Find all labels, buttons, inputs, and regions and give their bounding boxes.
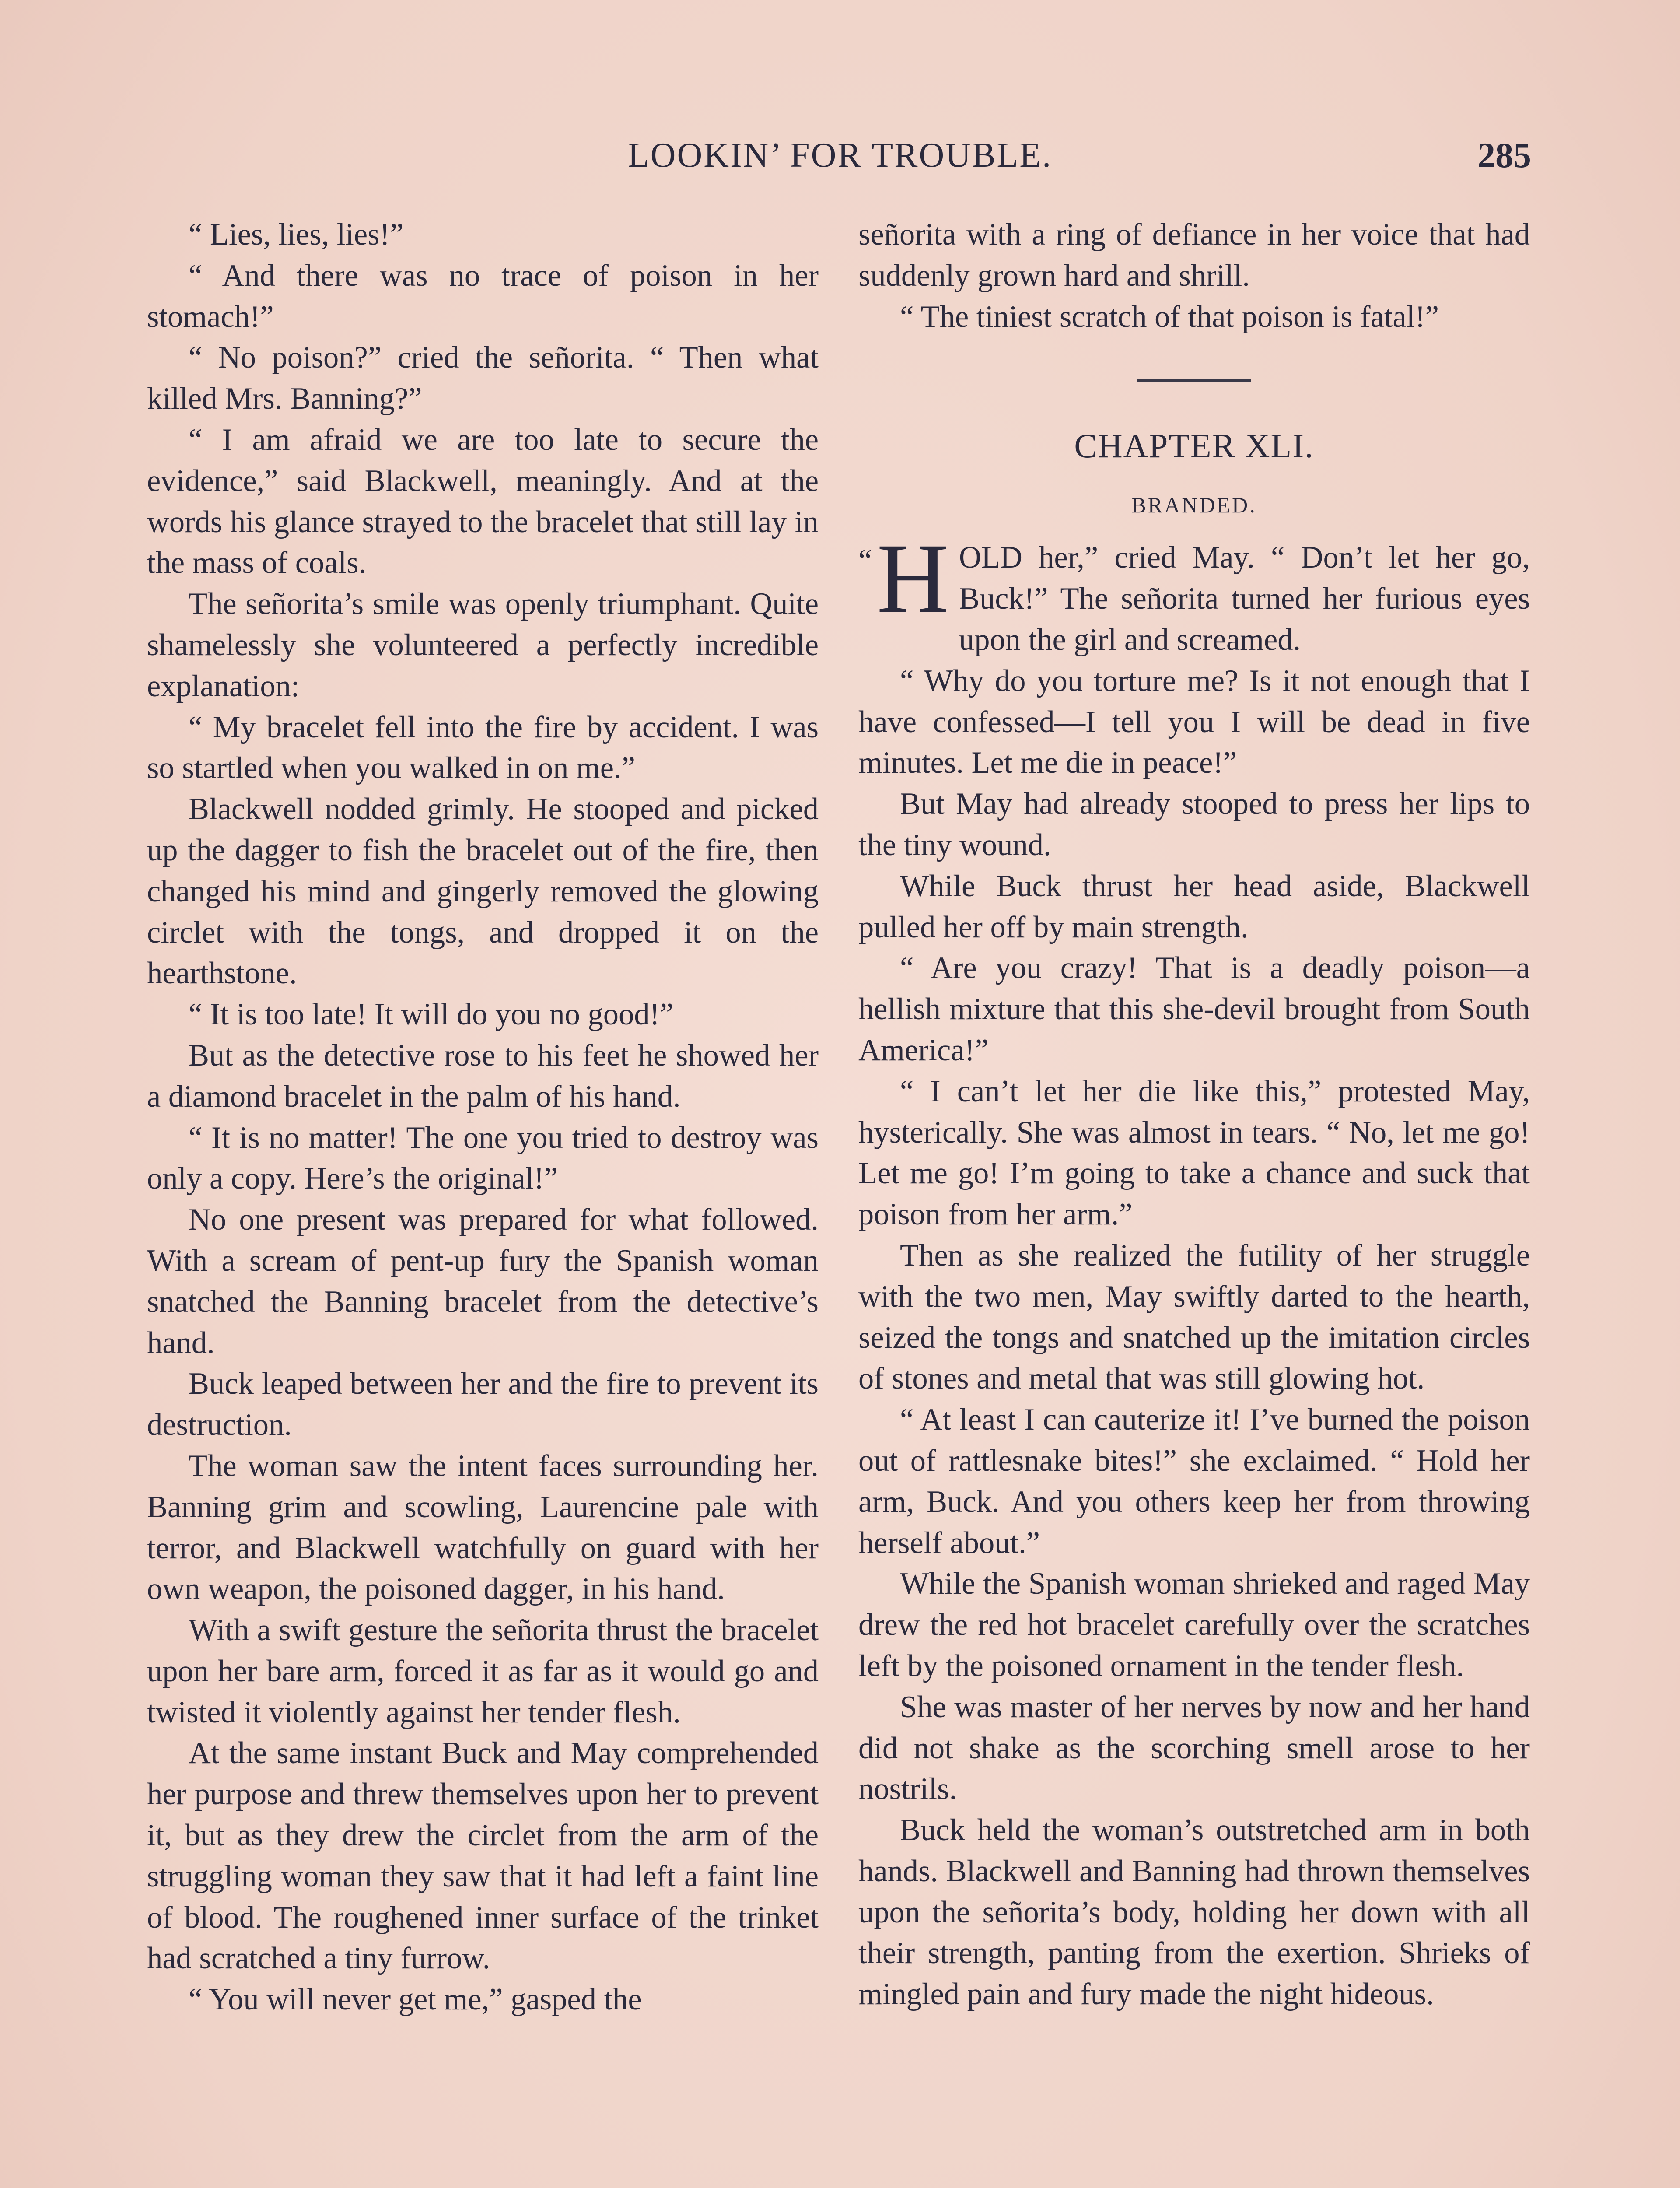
paragraph: Buck leaped between her and the fire to prevent its destruction. bbox=[147, 1367, 819, 1442]
opening-paragraph bbox=[858, 523, 1530, 660]
page-header bbox=[149, 129, 1531, 186]
paragraph: “ My bracelet fell into the fire by accident. I was so startled when you walked in on me.” bbox=[147, 710, 819, 785]
paragraph: “ I am afraid we are too late to secure the evidence,” said Blackwell, meaningly. And at the words his glance strayed to the bracelet that still lay in the mass of coals. bbox=[147, 422, 819, 580]
paragraph: “ I can’t let her die like this,” protested May, hysterically. She was almost in tears. “ No, let me go! Let me go! I’m going to take a chance and suck that poison from her arm.” bbox=[858, 1074, 1530, 1232]
left-column bbox=[147, 214, 819, 2020]
page-number: 285 bbox=[1477, 135, 1531, 175]
paragraph: The señorita’s smile was openly triumphant. Quite shamelessly she volunteered a perfectly incredible explanation: bbox=[147, 587, 819, 703]
paragraph: Buck held the woman’s outstretched arm in both hands. Blackwell and Banning had thrown themselves upon the señorita’s body, holding her down with all their strength, panting from the exertion. Shrieks of mingled pain and fury made the night hideous. bbox=[858, 1813, 1530, 2012]
paragraph: No one present was prepared for what followed. With a scream of pent-up fury the Spanish woman snatched the Banning bracelet from the detective’s hand. bbox=[147, 1203, 819, 1360]
paragraph: “ At least I can cauterize it! I’ve burned the poison out of rattlesnake bites!” she exclaimed. “ Hold her arm, Buck. And you others keep her from throwing herself about.” bbox=[858, 1403, 1530, 1560]
paragraph: “ Why do you torture me? Is it not enough that I have confessed—I tell you I will be dead in five minutes. Let me die in peace!” bbox=[858, 663, 1530, 780]
continued-paragraph: señorita with a ring of defiance in her voice that had suddenly grown hard and shrill. bbox=[858, 217, 1530, 293]
paragraph: “ And there was no trace of poison in her stomach!” bbox=[147, 258, 819, 334]
paragraph: Blackwell nodded grimly. He stooped and picked up the dagger to fish the bracelet out of the fire, then changed his mind and gingerly removed the glowing circlet with the tongs, and dropped it on the hearthstone. bbox=[147, 792, 819, 991]
opening-paragraph-text: OLD her,” cried May. “ Don’t let her go, Buck!” The señorita turned her furious eyes upon the girl and screamed. bbox=[959, 540, 1530, 657]
paragraph: She was master of her nerves by now and her hand did not shake as the scorching smell arose to her nostrils. bbox=[858, 1690, 1530, 1806]
paragraph: But as the detective rose to his feet he showed her a diamond bracelet in the palm of his hand. bbox=[147, 1038, 819, 1114]
paragraph: “ It is too late! It will do you no good!” bbox=[189, 997, 674, 1032]
drop-cap-letter: H bbox=[877, 523, 949, 634]
drop-cap-quote: “ bbox=[858, 543, 872, 578]
paragraph: While Buck thrust her head aside, Blackwell pulled her off by main strength. bbox=[858, 869, 1530, 944]
paragraph: “ It is no matter! The one you tried to destroy was only a copy. Here’s the original!” bbox=[147, 1120, 819, 1196]
running-head: LOOKIN’ FOR TROUBLE. bbox=[627, 136, 1053, 175]
chapter-title: CHAPTER XLI. bbox=[1074, 427, 1314, 465]
section-divider bbox=[1138, 379, 1251, 382]
paragraph: “ The tiniest scratch of that poison is fatal!” bbox=[900, 299, 1439, 334]
paragraph: At the same instant Buck and May comprehended her purpose and threw themselves upon her to prevent it, but as they drew the circlet from the arm of the struggling woman they saw that it had left a faint line of blood. The roughened inner surface of the trinket had scratched a tiny furrow. bbox=[147, 1736, 819, 1976]
drop-cap bbox=[858, 523, 959, 634]
right-column bbox=[858, 214, 1530, 2015]
paragraph: “ No poison?” cried the señorita. “ Then what killed Mrs. Banning?” bbox=[147, 340, 819, 416]
paragraph: “ You will never get me,” gasped the bbox=[189, 1982, 642, 2017]
paragraph: But May had already stooped to press her lips to the tiny wound. bbox=[858, 787, 1530, 862]
paragraph: With a swift gesture the señorita thrust the bracelet upon her bare arm, forced it as far as it would go and twisted it violently against her tender flesh. bbox=[147, 1613, 819, 1729]
chapter-subtitle: BRANDED. bbox=[1131, 493, 1257, 518]
paragraph: While the Spanish woman shrieked and raged May drew the red hot bracelet carefully over the scratches left by the poisoned ornament in the tender flesh. bbox=[858, 1567, 1530, 1683]
paragraph: Then as she realized the futility of her struggle with the two men, May swiftly darted to the hearth, seized the tongs and snatched up the imitation circles of stones and metal that was still glowing hot. bbox=[858, 1238, 1530, 1396]
paragraph: “ Are you crazy! That is a deadly poison—a hellish mixture that this she-devil brought from South America!” bbox=[858, 951, 1530, 1067]
paragraph: The woman saw the intent faces surrounding her. Banning grim and scowling, Laurencine pale with terror, and Blackwell watchfully on guard with her own weapon, the poisoned dagger, in his hand. bbox=[147, 1448, 819, 1606]
paragraph: “ Lies, lies, lies!” bbox=[189, 217, 404, 252]
